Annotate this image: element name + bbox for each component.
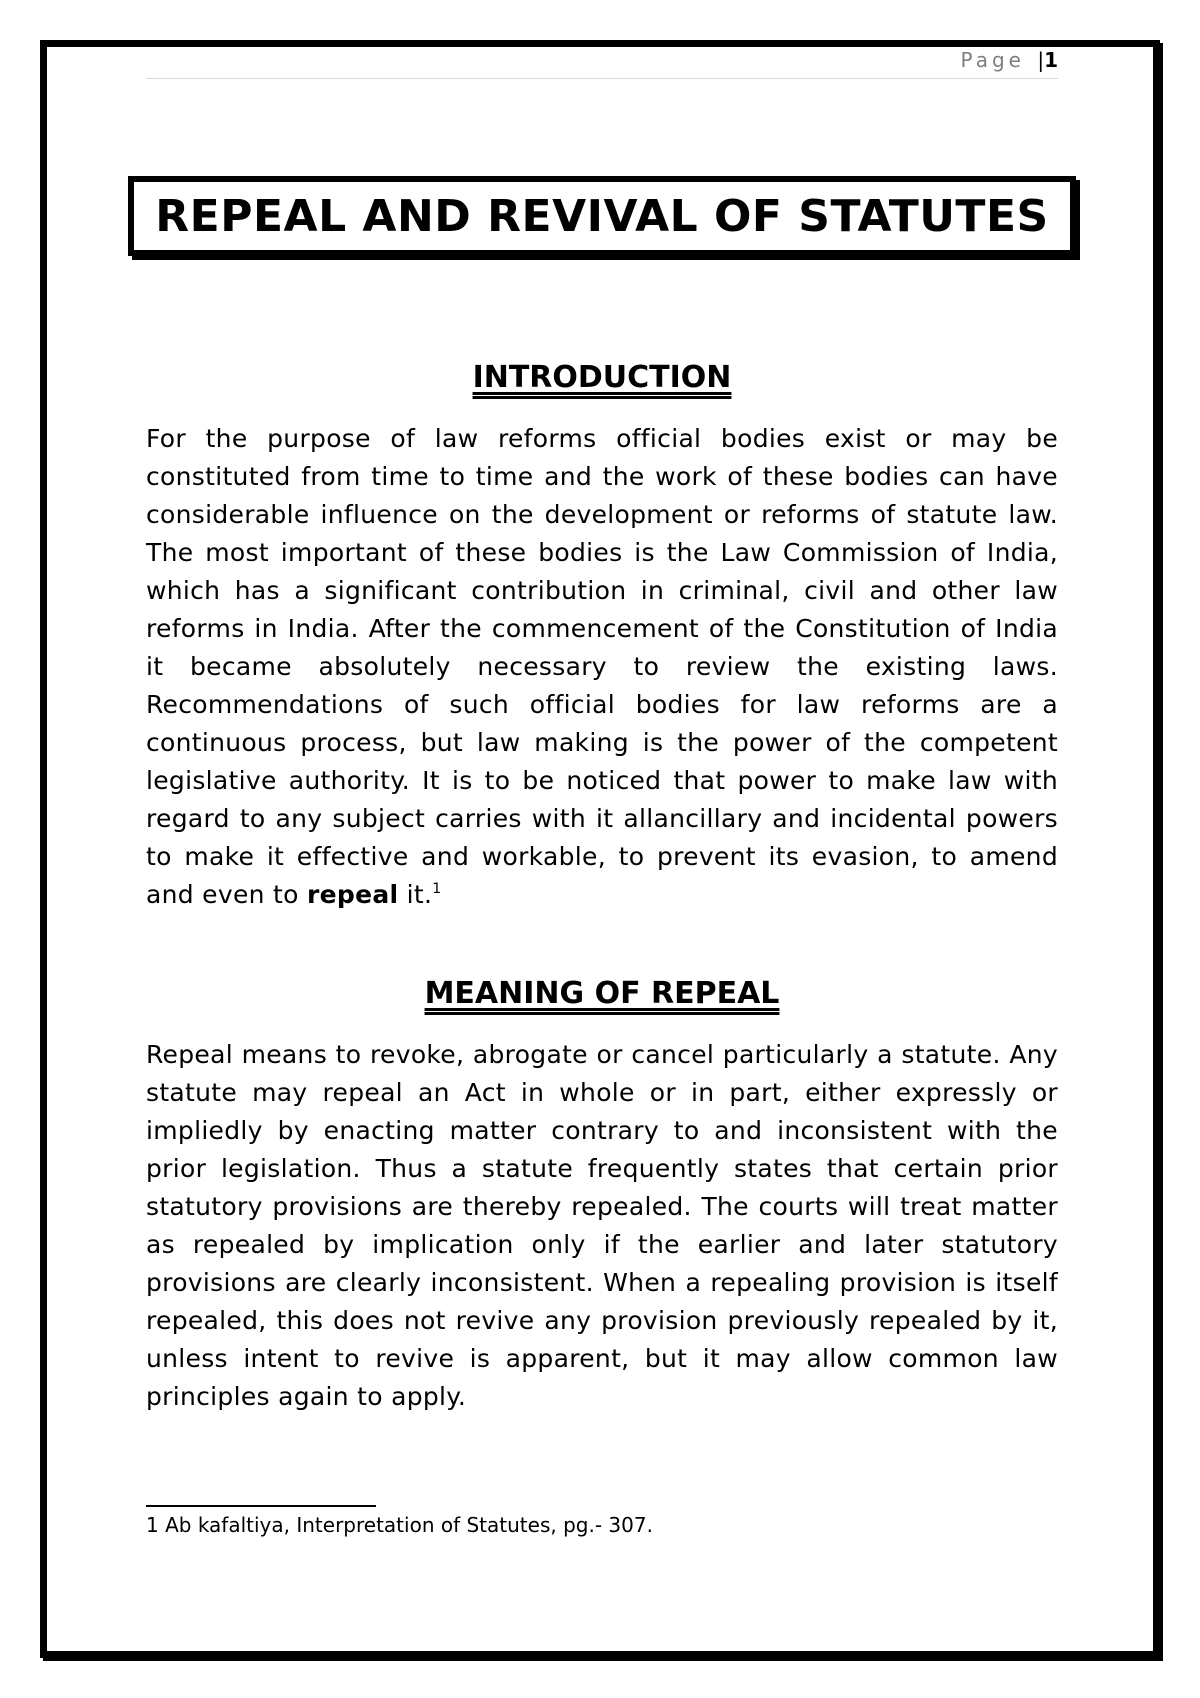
page-header: [146, 48, 1058, 79]
page-separator: |: [1037, 48, 1045, 72]
introduction-heading: INTRODUCTION: [472, 360, 732, 395]
meaning-heading: MEANING OF REPEAL: [424, 976, 780, 1011]
introduction-bold-word: repeal: [306, 880, 399, 909]
footnote-separator: [146, 1505, 376, 1507]
footnote: 1 Ab kafaltiya, Interpretation of Statutes, pg.- 307.: [146, 1513, 653, 1537]
introduction-text: For the purpose of law reforms official bodies exist or may be constituted from time to time and the work of these bodies can have considerable influence on the development or reforms of statute law. The most important of these bodies is the Law Commission of India, which has a significant contribution in criminal, civil and other law reforms in India. After the commencement of the Constitution of India it became absolutely necessary to review the existing laws. Recommendations of such official bodies for law reforms are a continuous process, but law making is the power of the competent legislative authority. It is to be noticed that power to make law with regard to any subject carries with it allancillary and incidental powers to make it effective and workable, to prevent its evasion, to amend and even to: [146, 424, 1058, 909]
introduction-text-end: it.: [398, 880, 433, 909]
document-title: REPEAL AND REVIVAL OF STATUTES: [155, 190, 1049, 242]
introduction-paragraph: [146, 420, 1058, 914]
meaning-paragraph: Repeal means to revoke, abrogate or cancel particularly a statute. Any statute may repeal an Act in whole or in part, either expressly or impliedly by enacting matter contrary to and inconsistent with the prior legislation. Thus a statute frequently states that certain prior statutory provisions are thereby repealed. The courts will treat matter as repealed by implication only if the earlier and later statutory provisions are clearly inconsistent. When a repealing provision is itself repealed, this does not revive any provision previously repealed by it, unless intent to revive is apparent, but it may allow common law principles again to apply.: [146, 1040, 1058, 1411]
page-label: Page: [960, 48, 1025, 72]
page-number: 1: [1044, 48, 1058, 72]
footnote-reference[interactable]: 1: [432, 881, 442, 897]
title-box: [128, 176, 1076, 256]
